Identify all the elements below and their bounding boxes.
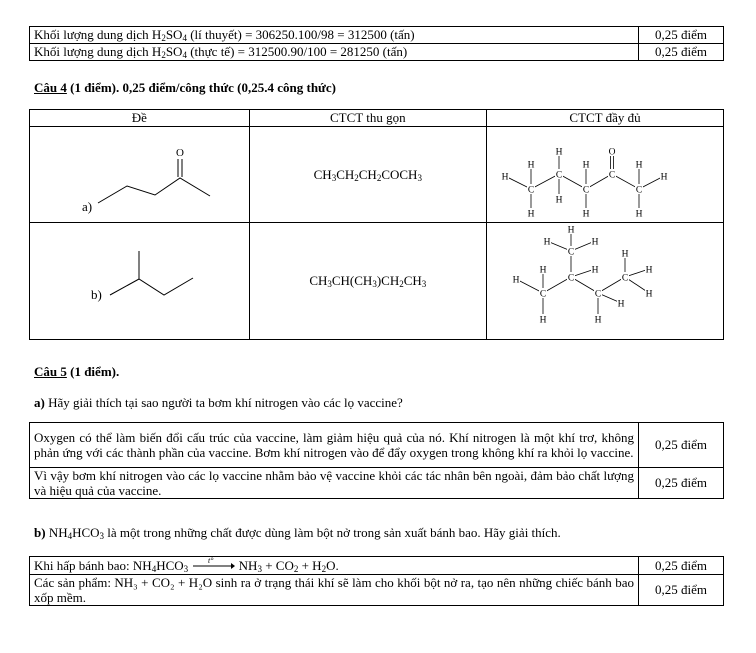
mass-table (29, 26, 724, 61)
structure-row-a (30, 127, 724, 223)
subscript: 4 (182, 50, 187, 60)
hydrogen-atom: H (555, 195, 563, 206)
carbon-atom: C (621, 273, 629, 284)
answer-text: Các sản phẩm: NH₃ + CO₂ + H₂O sinh ra ở trạng thái khí sẽ làm cho khối bột nở ra, tạo nên những chiếc bánh bao xốp mềm. (30, 575, 639, 606)
hydrogen-atom: H (543, 237, 551, 248)
subscript: 2 (161, 50, 166, 60)
full-structure-a (487, 127, 723, 218)
score-cell: 0,25 điểm (639, 27, 724, 44)
skeletal-formula-b (30, 223, 241, 335)
question-5b (34, 525, 561, 541)
subscript: 3 (421, 279, 427, 289)
subscript: 2 (321, 564, 327, 574)
subscript: 3 (417, 172, 422, 183)
bond (531, 174, 559, 189)
carbon-atom: C (635, 185, 643, 196)
heat-condition: t° (208, 557, 214, 565)
score-cell: 0,25 điểm (639, 44, 724, 61)
text: CH (313, 166, 332, 182)
answer-table-a (29, 422, 724, 499)
text: HCO (156, 558, 184, 573)
carbon-atom: C (539, 289, 547, 300)
mass-row-theory (30, 27, 724, 44)
oxygen-label: O (176, 147, 184, 159)
question-4-heading (34, 80, 336, 96)
structure-row-b (30, 223, 724, 340)
carbon-atom: C (594, 289, 602, 300)
answer-text: Vì vậy bơm khí nitrogen vào các lọ vaccine nhằm bảo vệ vaccine khỏi các tác nhân bên ngoài, đảm bảo chất lượng và hiệu quả của vaccine. (30, 468, 639, 499)
answer-row (30, 575, 724, 606)
text: COCH (381, 166, 418, 182)
answer-row (30, 557, 724, 575)
subscript: 2 (399, 279, 404, 289)
carbon-atom: C (608, 170, 616, 181)
header-condensed: CTCT thu gọn (249, 110, 486, 127)
condensed-formula-a (249, 127, 486, 223)
text: NH (235, 558, 258, 573)
mass-row-actual (30, 44, 724, 61)
hydrogen-atom: H (527, 160, 535, 171)
text: CH (309, 273, 328, 288)
question-5-heading (34, 364, 119, 380)
subscript: 2 (354, 172, 359, 183)
hydrogen-atom: H (635, 209, 643, 218)
mass-actual-cell (30, 44, 639, 61)
hydrogen-atom: H (501, 172, 509, 183)
carbon-atom: C (567, 273, 575, 284)
hydrogen-atom: H (591, 265, 599, 276)
question-text: (1 điểm). (66, 364, 120, 379)
part-text: Hãy giải thích tại sao người ta bơm khí nitrogen vào các lọ vaccine? (44, 395, 403, 410)
hydrogen-atom: H (527, 209, 535, 218)
answer-row (30, 423, 724, 468)
hydrogen-atom: H (567, 225, 575, 236)
answer-table-b (29, 556, 724, 606)
hydrogen-atom: H (645, 265, 653, 276)
question-label: Câu 5 (34, 364, 67, 379)
text: SO (165, 44, 183, 59)
hydrogen-atom: H (582, 160, 590, 171)
subscript: 3 (183, 564, 189, 574)
reaction-arrow (191, 557, 235, 571)
subscript: 3 (99, 531, 105, 541)
text: HCO (72, 525, 100, 540)
hydrogen-atom: H (591, 237, 599, 248)
question-5a (34, 395, 403, 411)
text: Khối lượng dung dịch H (34, 44, 162, 59)
answer-text: Oxygen có thể làm biến đổi cấu trúc của vaccine, làm giảm hiệu quả của nó. Khí nitrogen là một khí trơ, không phản ứng với các thành phần của vaccine. Bơm khí nitrogen vào để đẩy oxygen trong không khí ra khỏi lọ vaccine. (30, 423, 639, 468)
subscript: 2 (293, 564, 299, 574)
text: O. (326, 558, 339, 573)
header-problem: Đề (30, 110, 250, 127)
carbon-atom: C (527, 185, 535, 196)
condensed-formula-b (249, 223, 486, 340)
score-cell: 0,25 điểm (639, 557, 724, 575)
text: Khi hấp bánh bao: NH (34, 558, 152, 573)
oxygen-atom: O (608, 147, 616, 158)
hydrogen-atom: H (512, 275, 520, 286)
score-cell: 0,25 điểm (639, 423, 724, 468)
score-cell: 0,25 điểm (639, 468, 724, 499)
row-label-a: a) (82, 199, 93, 214)
answer-row (30, 468, 724, 499)
text: + CO (261, 558, 294, 573)
hydrogen-atom: H (621, 249, 629, 260)
hydrogen-atom: H (635, 160, 643, 171)
subscript: 2 (161, 33, 166, 43)
text: NH (45, 525, 68, 540)
carbon-atom: C (567, 247, 575, 258)
hydrogen-atom: H (660, 172, 668, 183)
text: SO (165, 27, 183, 42)
subscript: 4 (67, 531, 73, 541)
hydrogen-atom: H (645, 289, 653, 300)
score-cell: 0,25 điểm (639, 575, 724, 606)
subscript: 3 (257, 564, 262, 574)
row-label-b: b) (91, 287, 102, 302)
skeletal-cell-a (30, 127, 250, 223)
full-structure-b (487, 223, 723, 335)
header-full: CTCT đầy đủ (487, 110, 724, 127)
hydrogen-atom: H (539, 265, 547, 276)
part-label: b) (34, 525, 46, 540)
subscript: 3 (327, 279, 332, 289)
reaction-equation (30, 557, 639, 575)
text: CH(CH (331, 273, 373, 288)
text: CH (336, 166, 355, 182)
structure-header-row (30, 110, 724, 127)
carbon-atom: C (582, 185, 590, 196)
text: Khối lượng dung dịch H (34, 27, 162, 42)
skeletal-cell-b (30, 223, 250, 340)
hydrogen-atom: H (594, 315, 602, 326)
skeletal-formula-a (30, 127, 241, 218)
question-text: (1 điểm). 0,25 điểm/công thức (0,25.4 công thức) (66, 80, 336, 95)
text: )CH (376, 273, 400, 288)
bond (543, 277, 571, 293)
subscript: 3 (331, 172, 337, 183)
text: CH (403, 273, 422, 288)
text: là một trong những chất được dùng làm bột nở trong sản xuất bánh bao. Hãy giải thích. (104, 525, 561, 540)
subscript: 4 (182, 33, 187, 43)
hydrogen-atom: H (582, 209, 590, 218)
mass-theory-cell (30, 27, 639, 44)
carbon-chain (98, 178, 210, 203)
part-label: a) (34, 395, 45, 410)
text: + H (298, 558, 322, 573)
text: (lí thuyết) = 306250.100/98 = 312500 (tấn) (186, 27, 415, 42)
carbon-chain (110, 278, 193, 295)
subscript: 3 (372, 279, 377, 289)
hydrogen-atom: H (555, 147, 563, 158)
subscript: 2 (376, 172, 382, 183)
full-structure-cell-a (487, 127, 724, 223)
full-structure-cell-b (487, 223, 724, 340)
hydrogen-atom: H (617, 299, 625, 310)
carbon-atom: C (555, 170, 563, 181)
hydrogen-atom: H (539, 315, 547, 326)
subscript: 4 (151, 564, 157, 574)
question-label: Câu 4 (34, 80, 67, 95)
text: CH (358, 166, 377, 182)
text: (thực tế) = 312500.90/100 = 281250 (tấn) (186, 44, 408, 59)
structure-table (29, 109, 724, 340)
